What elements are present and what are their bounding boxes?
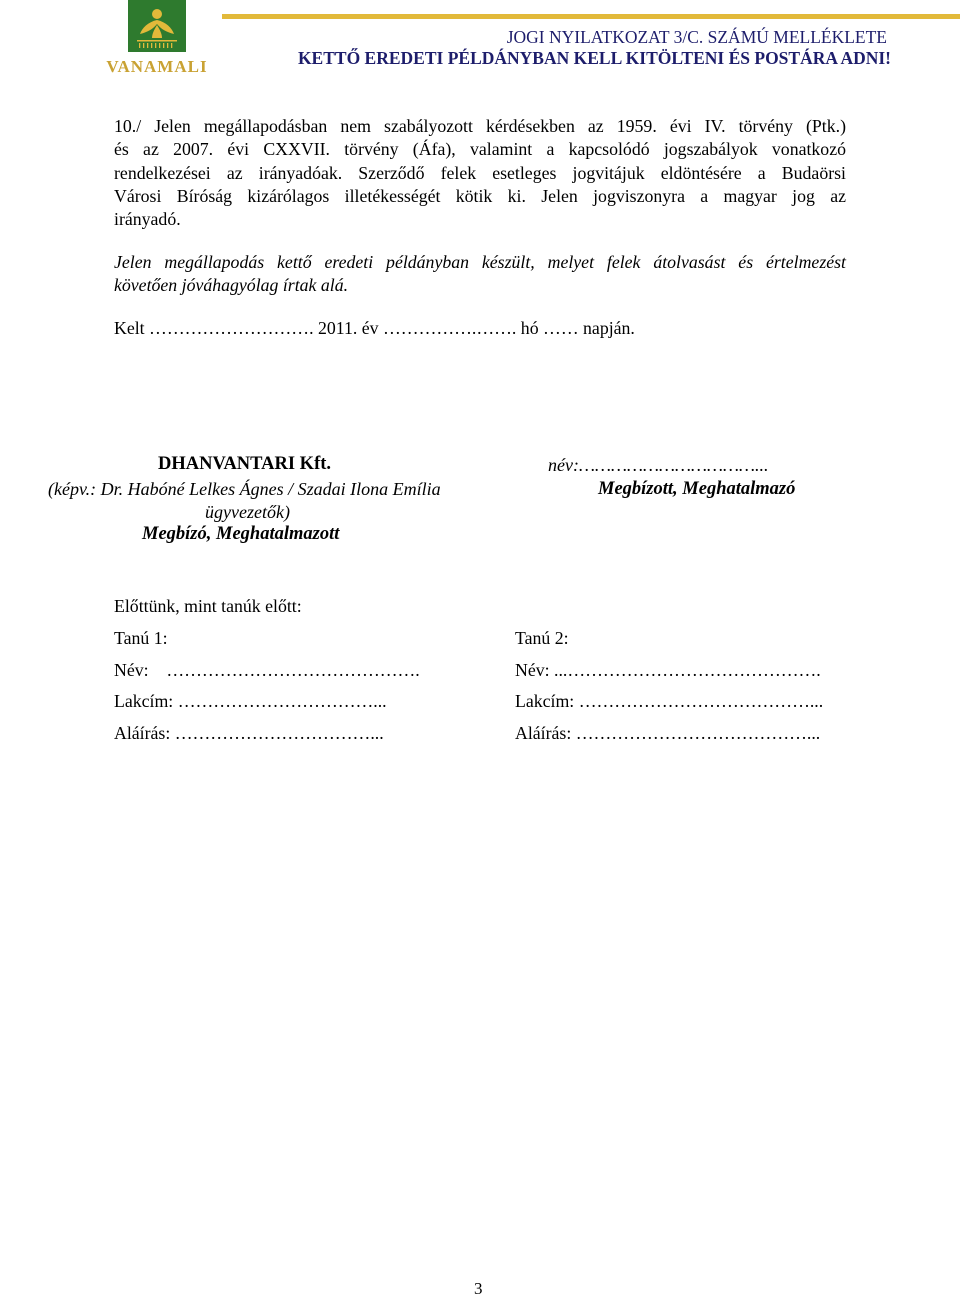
agent-name-field: név:……………………………... [548,455,769,475]
witness-2-signature-field: Aláírás: …………………………………... [515,723,821,743]
date-line: Kelt ………………………. 2011. év …………….……. hó …… napján. [114,318,635,338]
witness-1-name-field: Név: ……………………………………. [114,660,420,680]
text-line: 10./ Jelen megállapodásban nem szabályozott kérdésekben az 1959. évi IV. törvény (Ptk.) [114,116,846,136]
text-line: követően jóváhagyólag írtak alá. [114,275,349,296]
principal-representatives-role: ügyvezetők) [205,502,290,522]
text-line: és az 2007. évi CXXVII. törvény (Áfa), valamint a kapcsolódó jogszabályok vonatkozó [114,139,846,160]
text-line: Városi Bíróság kizárólagos illetékességét kötik ki. Jelen jogviszonyra a magyar jog az [114,185,846,206]
agent-role: Megbízott, Meghatalmazó [598,479,796,499]
witness-2-address-field: Lakcím: …………………………………... [515,691,824,711]
text-line: irányadó. [114,209,181,230]
principal-representatives: (képv.: Dr. Habóné Lelkes Ágnes / Szadai Ilona Emília [48,479,441,499]
principal-role: Megbízó, Meghatalmazott [142,524,340,544]
text-line: rendelkezései az irányadóak. Szerződő felek esetleges jogvitájuk eldöntésére a Budaörsi [114,162,846,183]
vanamali-logo [96,0,218,76]
header-accent-line [222,14,960,19]
page-number: 3 [474,1279,483,1298]
header-annex-title: JOGI NYILATKOZAT 3/C. SZÁMÚ MELLÉKLETE [506,27,887,47]
copies-paragraph [114,251,846,298]
witness-1-title: Tanú 1: [114,628,168,648]
header-instruction: KETTŐ EREDETI PÉLDÁNYBAN KELL KITÖLTENI ÉS POSTÁRA ADNI! [297,48,891,68]
text-line: Jelen megállapodás kettő eredeti példányban készült, melyet felek átolvasást és értelmezést [114,252,846,272]
witnesses-intro: Előttünk, mint tanúk előtt: [114,596,302,616]
witness-2-name-field: Név: ...……………………………………. [515,660,821,680]
logo-text: VANAMALI [106,57,208,76]
witness-1-signature-field: Aláírás: ……………………………... [114,723,384,743]
witness-1-address-field: Lakcím: ……………………………... [114,691,387,711]
principal-company: DHANVANTARI Kft. [158,454,332,474]
clause-10-paragraph [114,115,846,231]
witness-2-title: Tanú 2: [515,628,569,648]
